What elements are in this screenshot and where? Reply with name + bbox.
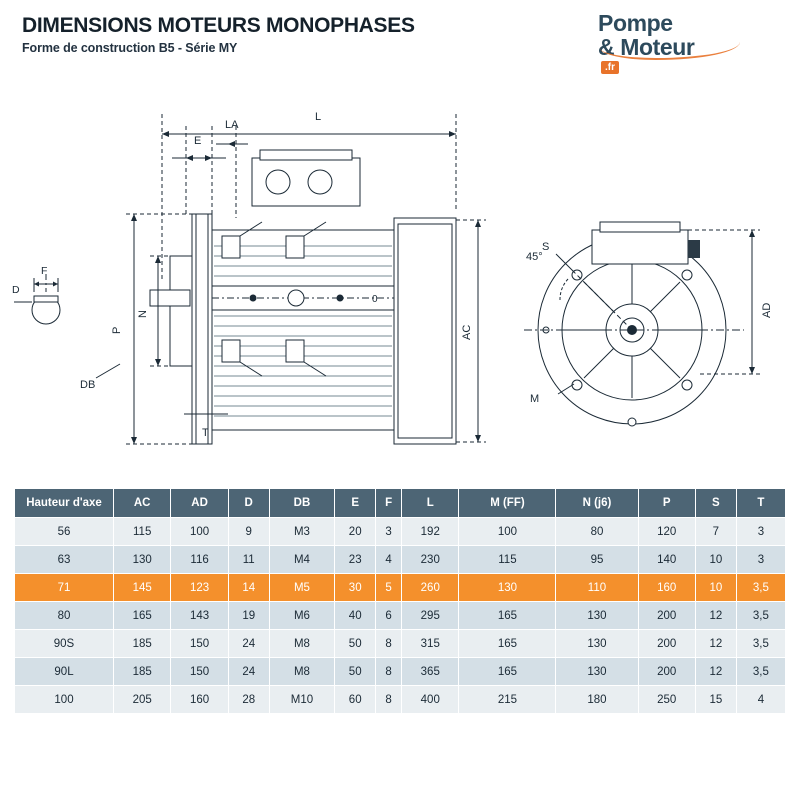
cell-d: 19 [228,602,269,630]
column-header-db: DB [269,489,335,518]
cell-m: 115 [459,546,556,574]
label-L: L [315,111,322,123]
cell-d: 24 [228,630,269,658]
drawing-svg [0,78,800,458]
cell-n: 130 [556,658,638,686]
cell-hauteur-daxe: 63 [15,546,114,574]
cell-p: 140 [638,546,695,574]
label-AD: AD [761,302,773,318]
cell-hauteur-daxe: 100 [15,686,114,714]
cell-t: 3,5 [736,574,785,602]
shaft-detail [14,274,70,324]
cell-n: 130 [556,630,638,658]
cell-f: 5 [376,574,402,602]
brand-logo [598,12,778,74]
cell-hauteur-daxe: 56 [15,518,114,546]
label-AC: AC [461,324,473,340]
cell-f: 8 [376,658,402,686]
cell-d: 24 [228,658,269,686]
cell-db: M8 [269,630,335,658]
cell-s: 12 [695,602,736,630]
cell-hauteur-daxe: 71 [15,574,114,602]
table-row [15,518,786,546]
cell-e: 50 [335,630,376,658]
column-header-e: E [335,489,376,518]
cell-hauteur-daxe: 80 [15,602,114,630]
cell-m: 165 [459,630,556,658]
cell-ac: 165 [114,602,171,630]
label-S: S [542,241,550,253]
cell-e: 60 [335,686,376,714]
cell-f: 8 [376,630,402,658]
cell-l: 192 [402,518,459,546]
cell-s: 12 [695,630,736,658]
cell-e: 30 [335,574,376,602]
label-D: D [12,284,20,296]
cell-m: 130 [459,574,556,602]
cell-d: 28 [228,686,269,714]
cell-db: M8 [269,658,335,686]
label-E: E [194,135,202,147]
page-header [22,14,622,55]
cell-f: 3 [376,518,402,546]
cell-m: 165 [459,658,556,686]
cell-t: 3,5 [736,630,785,658]
cell-ad: 160 [171,686,228,714]
logo-line-2: & Moteur [598,34,695,60]
cell-t: 3 [736,518,785,546]
cell-t: 4 [736,686,785,714]
cell-p: 200 [638,630,695,658]
column-header-l: L [402,489,459,518]
column-header-ad: AD [171,489,228,518]
cell-db: M6 [269,602,335,630]
cell-s: 12 [695,658,736,686]
cell-n: 95 [556,546,638,574]
cell-s: 7 [695,518,736,546]
table-row [15,546,786,574]
cell-p: 160 [638,574,695,602]
table-row [15,602,786,630]
cell-ad: 116 [171,546,228,574]
cell-s: 10 [695,546,736,574]
cell-db: M10 [269,686,335,714]
technical-drawing [0,78,800,458]
cell-s: 10 [695,574,736,602]
logo-line-1: Pompe [598,10,673,36]
cell-n: 180 [556,686,638,714]
cell-f: 4 [376,546,402,574]
cell-hauteur-daxe: 90S [15,630,114,658]
label-N: N [137,310,149,318]
cell-t: 3 [736,546,785,574]
cell-l: 260 [402,574,459,602]
cell-t: 3,5 [736,658,785,686]
column-header-n-j6: N (j6) [556,489,638,518]
cell-m: 100 [459,518,556,546]
cell-ac: 185 [114,658,171,686]
cell-hauteur-daxe: 90L [15,658,114,686]
cell-f: 8 [376,686,402,714]
cell-ad: 150 [171,630,228,658]
cell-db: M4 [269,546,335,574]
table-row [15,658,786,686]
column-header-ac: AC [114,489,171,518]
cell-l: 315 [402,630,459,658]
cell-d: 9 [228,518,269,546]
column-header-s: S [695,489,736,518]
cell-ad: 143 [171,602,228,630]
cell-ac: 115 [114,518,171,546]
cell-db: M5 [269,574,335,602]
label-angle: 45° [526,251,543,263]
column-header-d: D [228,489,269,518]
cell-l: 400 [402,686,459,714]
cell-e: 50 [335,658,376,686]
cell-ad: 100 [171,518,228,546]
cell-f: 6 [376,602,402,630]
column-header-p: P [638,489,695,518]
cell-p: 120 [638,518,695,546]
cell-e: 23 [335,546,376,574]
cell-p: 200 [638,602,695,630]
column-header-hauteur-daxe: Hauteur d'axe [15,489,114,518]
cell-ad: 150 [171,658,228,686]
table-row [15,630,786,658]
dimensions-table-wrapper [14,488,786,714]
cell-ac: 205 [114,686,171,714]
cell-ad: 123 [171,574,228,602]
label-P: P [111,326,123,334]
label-M: M [530,393,540,405]
dimensions-table [14,488,786,714]
cell-n: 110 [556,574,638,602]
cell-l: 295 [402,602,459,630]
cell-ac: 130 [114,546,171,574]
logo-domain-badge: .fr [601,61,619,74]
page-subtitle: Forme de construction B5 - Série MY [22,41,238,56]
cell-d: 11 [228,546,269,574]
cell-m: 215 [459,686,556,714]
cell-db: M3 [269,518,335,546]
cell-t: 3,5 [736,602,785,630]
cell-e: 20 [335,518,376,546]
cell-n: 80 [556,518,638,546]
table-row-selected [15,574,786,602]
cell-n: 130 [556,602,638,630]
table-header-row [15,489,786,518]
svg-text:0: 0 [372,294,378,305]
page-title: DIMENSIONS MOTEURS MONOPHASES [22,14,415,37]
label-F: F [41,265,48,277]
column-header-m-ff: M (FF) [459,489,556,518]
cell-ac: 145 [114,574,171,602]
cell-l: 230 [402,546,459,574]
cell-p: 250 [638,686,695,714]
column-header-f: F [376,489,402,518]
cell-p: 200 [638,658,695,686]
cell-m: 165 [459,602,556,630]
cell-d: 14 [228,574,269,602]
cell-e: 40 [335,602,376,630]
label-DB: DB [80,379,96,391]
cell-l: 365 [402,658,459,686]
table-row [15,686,786,714]
column-header-t: T [736,489,785,518]
label-T: T [202,427,209,439]
label-LA: LA [225,119,239,131]
cell-ac: 185 [114,630,171,658]
cell-s: 15 [695,686,736,714]
